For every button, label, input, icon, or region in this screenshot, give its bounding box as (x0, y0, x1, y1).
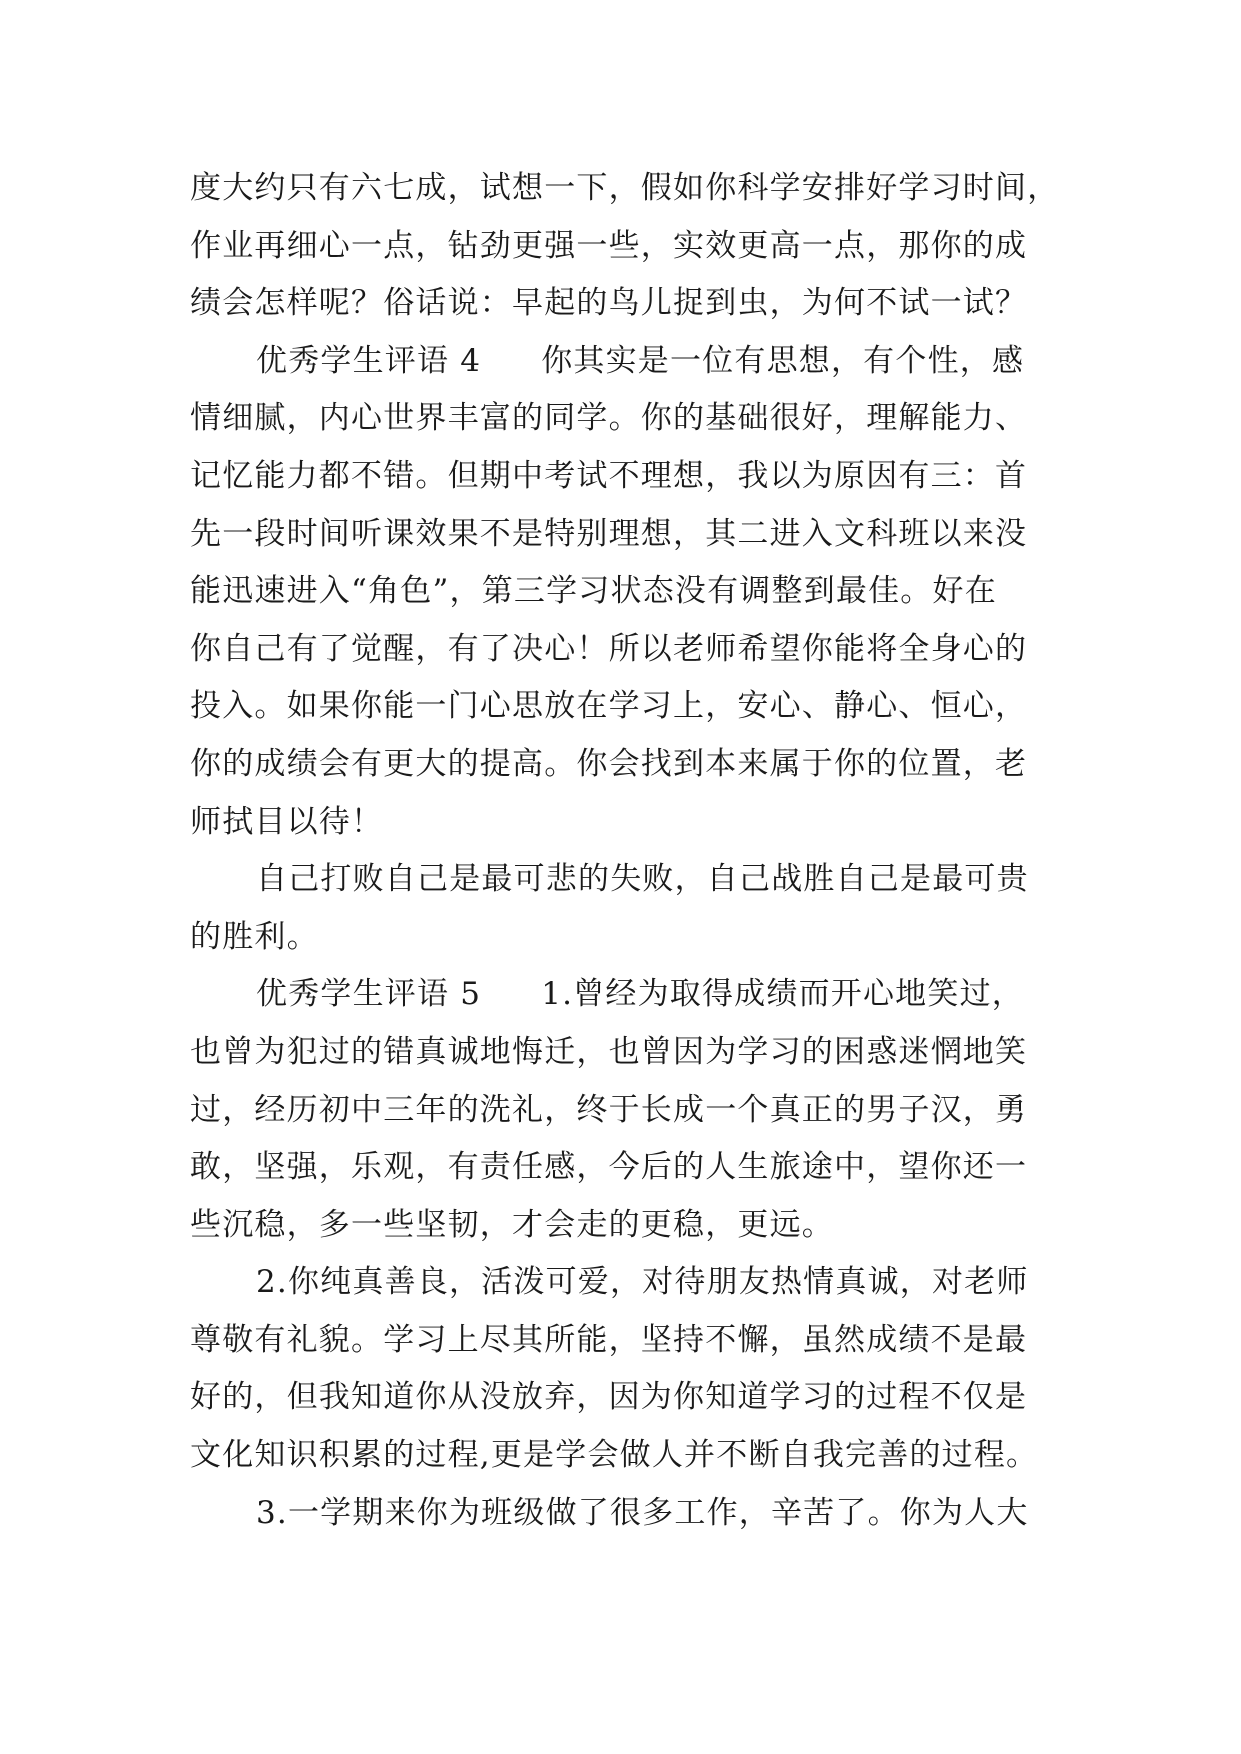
text-line: 敢，坚强，乐观，有责任感，今后的人生旅途中，望你还一 (190, 1149, 1028, 1186)
section-4-first-line (190, 333, 1070, 391)
section-5-first-line (190, 966, 1070, 1024)
text-line: 投入。如果你能一门心思放在学习上，安心、静心、恒心， (190, 688, 1028, 725)
document-body (190, 160, 1070, 1542)
quote-line: 自己打败自己是最可悲的失败，自己战胜自己是最可贵 (256, 861, 1029, 898)
text-line: 些沉稳，多一些坚韧，才会走的更稳，更远。 (190, 1206, 834, 1243)
text-line: 师拭目以待！ (190, 803, 384, 840)
item-3-first-line: 3.一学期来你为班级做了很多工作，辛苦了。你为人大 (256, 1494, 1029, 1531)
text-line: 记忆能力都不错。但期中考试不理想，我以为原因有三：首 (190, 457, 1028, 494)
text-line: 能迅速进入“角色”，第三学习状态没有调整到最佳。好在 (190, 573, 997, 610)
text-line: 尊敬有礼貌。学习上尽其所能，坚持不懈，虽然成绩不是最 (190, 1321, 1028, 1358)
text-line: 文化知识积累的过程,更是学会做人并不断自我完善的过程。 (190, 1437, 1039, 1474)
text-line: 你的成绩会有更大的提高。你会找到本来属于你的位置，老 (190, 745, 1028, 782)
text-line: 度大约只有六七成，试想一下，假如你科学安排好学习时间， (190, 170, 1060, 206)
text-line: 你自己有了觉醒，有了决心！所以老师希望你能将全身心的 (190, 630, 1028, 667)
text-line: 情细腻，内心世界丰富的同学。你的基础很好，理解能力、 (190, 400, 1028, 437)
text-line: 先一段时间听课效果不是特别理想，其二进入文科班以来没 (190, 515, 1028, 552)
section-4-text: 你其实是一位有思想，有个性，感 (541, 342, 1025, 379)
section-4-heading: 优秀学生评语 4 (256, 342, 482, 379)
text-line: 绩会怎样呢？俗话说：早起的鸟儿捉到虫，为何不试一试？ (190, 285, 1028, 322)
text-line: 过，经历初中三年的洗礼，终于长成一个真正的男子汉，勇 (190, 1091, 1028, 1128)
section-5-text: 1.曾经为取得成绩而开心地笑过， (541, 976, 1024, 1013)
text-line: 好的，但我知道你从没放弃，因为你知道学习的过程不仅是 (190, 1379, 1028, 1416)
section-5-heading: 优秀学生评语 5 (256, 976, 482, 1013)
text-line: 作业再细心一点，钻劲更强一些，实效更高一点，那你的成 (190, 227, 1028, 264)
text-line: 也曾为犯过的错真诚地悔迁，也曾因为学习的困惑迷惘地笑 (190, 1033, 1028, 1070)
quote-line: 的胜利。 (190, 918, 319, 955)
item-2-first-line: 2.你纯真善良，活泼可爱，对待朋友热情真诚，对老师 (256, 1264, 1029, 1301)
